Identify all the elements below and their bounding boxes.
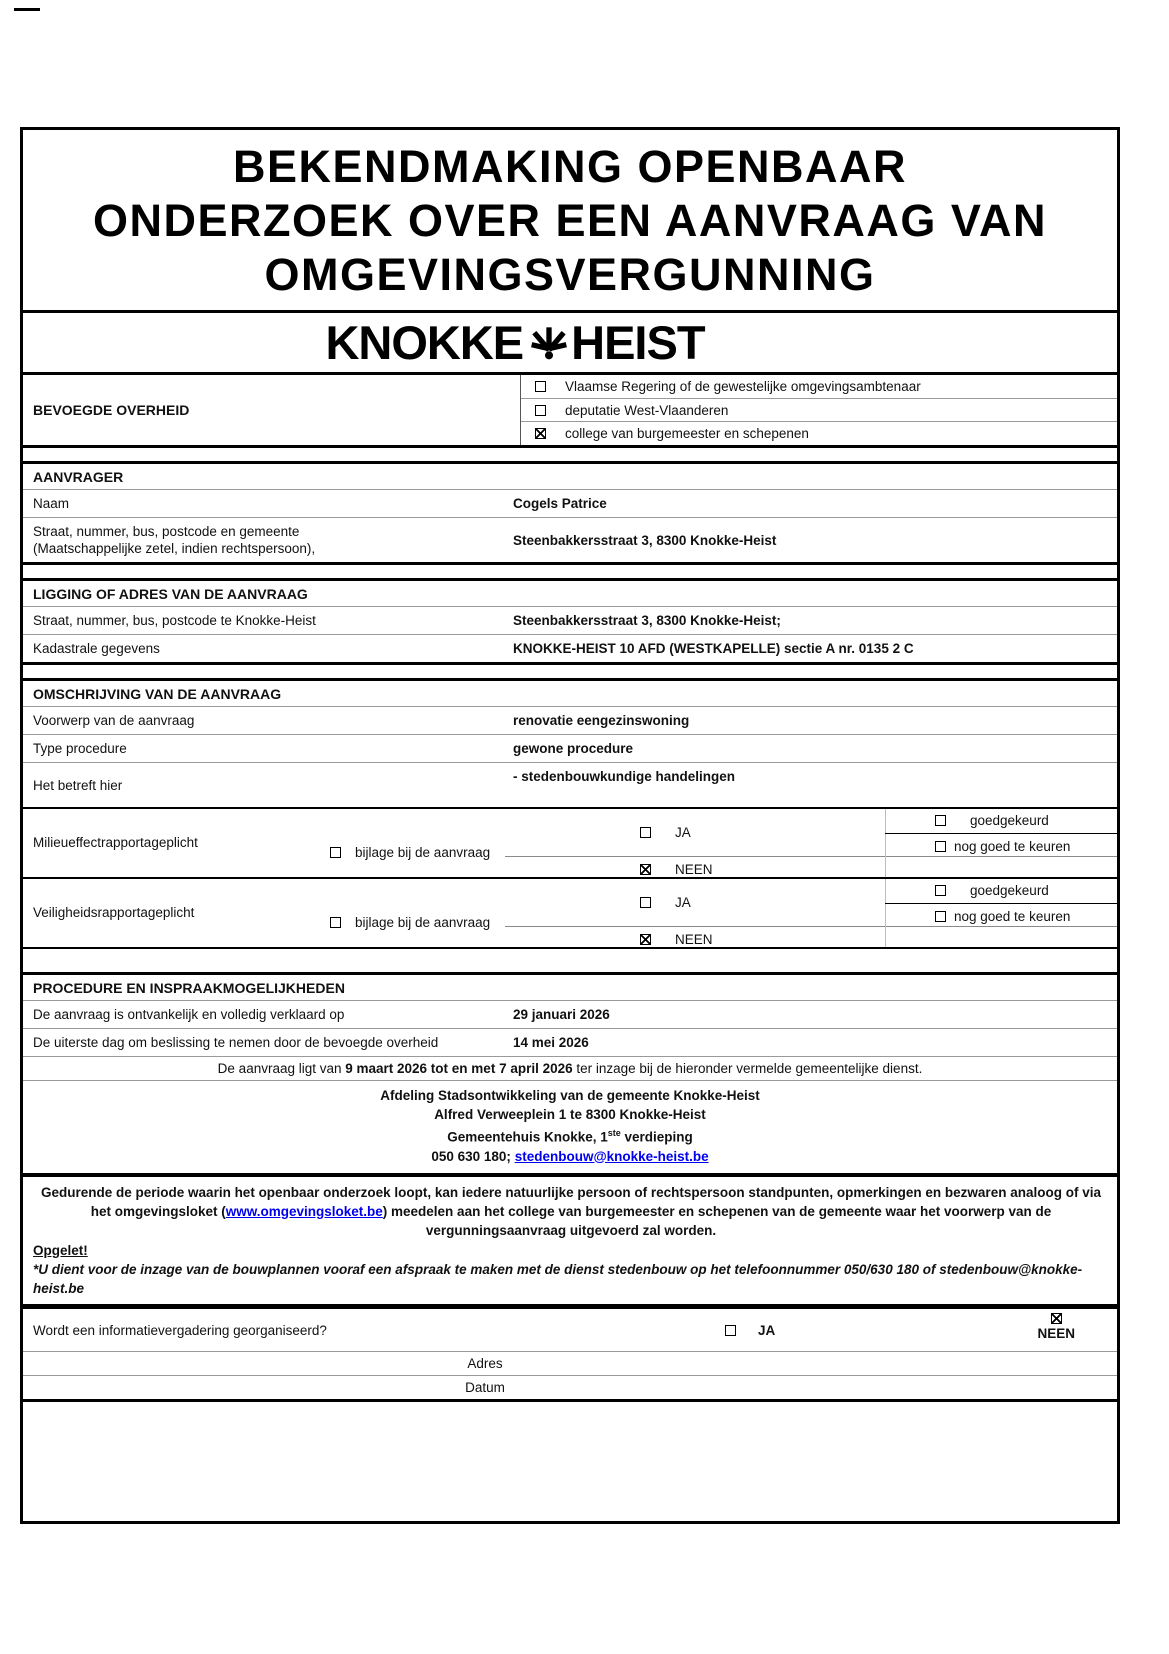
dienst-naam: Afdeling Stadsontwikkeling van de gemeente Knokke-Heist [380,1088,760,1103]
section-bezwaren [23,1177,1117,1309]
milieu-goedgekeurd [935,813,1049,828]
betreft-value: - stedenbouwkundige handelingen [513,769,736,784]
checkbox-veiligheid-noggoed[interactable] [935,911,946,922]
checkbox-milieu-ja[interactable] [640,827,651,838]
checkbox-milieu-neen[interactable] [640,864,651,875]
option-label: Vlaamse Regering of de gewestelijke omgevingsambtenaar [565,378,921,394]
veiligheid-nog-goed-te-keuren [935,909,1070,924]
section-bevoegde-overheid [23,375,1117,448]
ontvankelijk-label: De aanvraag is ontvankelijk en volledig verklaard op [33,1007,345,1022]
divider [505,856,1117,857]
option-college [521,422,1117,445]
veiligheid-ja-label: JA [675,895,691,910]
form-title-line-3: OMGEVINGSVERGUNNING [264,249,876,300]
inzage-prefix: De aanvraag ligt van [217,1061,346,1076]
dienst-contact [23,1147,1117,1166]
vergadering-ja [725,1323,775,1338]
milieu-nog-goed-te-keuren [935,839,1070,854]
section-header-omschrijving: OMSCHRIJVING VAN DE AANVRAAG [23,681,1117,707]
bezwaren-text-2: ) meedelen aan het college van burgemeester en schepenen van de gemeente waar het voorwerp van de vergunningsaanvraag uitgevoerd zal worden. [382,1203,1052,1238]
veiligheid-goedgekeurd-label: goedgekeurd [970,883,1049,898]
vergadering-neen [1037,1313,1075,1341]
milieu-neen-label: NEEN [675,862,713,877]
checkbox-veiligheid-bijlage[interactable] [330,917,341,928]
ligging-straat-label: Straat, nummer, bus, postcode te Knokke-Heist [33,613,316,628]
row-informatievergadering [23,1309,1117,1352]
veiligheid-goedgekeurd [935,883,1049,898]
row-inzage-periode [23,1057,1117,1081]
ligging-straat-value: Steenbakkersstraat 3, 8300 Knokke-Heist; [513,613,781,628]
veiligheid-neen [640,932,713,947]
logo-text-knokke: KNOKKE [325,316,524,369]
kadaster-value: KNOKKE-HEIST 10 AFD (WESTKAPELLE) sectie A nr. 0135 2 C [513,641,914,656]
form-title [23,130,1117,313]
empty-remarks-box [23,1399,1117,1521]
bezwaren-text-1: Gedurende de periode waarin het openbaar onderzoek loopt, kan iedere natuurlijke persoon of rechtspersoon standpunten, opmerkingen en bezwaren analoog of via het omgevingsloket ( [41,1184,1101,1219]
gemeentelijke-dienst-block [23,1081,1117,1177]
checkbox-veiligheid-goedgekeurd[interactable] [935,885,946,896]
vergadering-ja-label: JA [758,1322,776,1338]
milieu-label: Milieueffectrapportageplicht [33,835,198,850]
milieu-noggoed-label: nog goed te keuren [954,839,1071,854]
kadaster-label: Kadastrale gegevens [33,641,160,656]
bezwaren-paragraaf [33,1183,1109,1240]
option-vlaamse-regering [521,375,1117,399]
inzage-periode: 9 maart 2026 tot en met 7 april 2026 [345,1061,573,1076]
veiligheid-label: Veiligheidsrapportageplicht [33,905,195,920]
aanvrager-adres-label [23,518,513,562]
checkbox-veiligheid-neen[interactable] [640,934,651,945]
checkbox-vergadering-neen[interactable] [1051,1313,1062,1324]
sunburst-icon [529,322,569,367]
dienst-locatie-text: Gemeentehuis Knokke, 1 [447,1129,608,1145]
veiligheid-bijlage [330,915,490,930]
row-ligging-straat [23,607,1117,635]
logo-text-heist: HEIST [571,316,705,369]
divider [885,903,1117,904]
veiligheid-ja [640,895,691,910]
adres-label-line1: Straat, nummer, bus, postcode en gemeente [33,524,300,539]
type-procedure-label: Type procedure [33,741,127,756]
row-voorwerp [23,707,1117,735]
checkbox-deputatie[interactable] [535,405,546,416]
row-aanvrager-adres [23,518,1117,565]
veiligheid-bijlage-label: bijlage bij de aanvraag [355,915,491,930]
dienst-locatie-rest: verdieping [620,1129,693,1145]
checkbox-college[interactable] [535,428,546,439]
dienst-telefoon: 050 630 180; [431,1148,515,1164]
milieu-goedgekeurd-label: goedgekeurd [970,813,1049,828]
naam-value: Cogels Patrice [513,496,607,511]
divider [885,879,886,947]
bevoegde-overheid-options [520,375,1117,445]
row-milieueffectrapportageplicht [23,809,1117,879]
checkbox-milieu-bijlage[interactable] [330,847,341,858]
dienst-adres: Alfred Verweeplein 1 te 8300 Knokke-Heist [434,1107,706,1122]
bevoegde-overheid-label: BEVOEGDE OVERHEID [33,402,190,418]
section-header-procedure: PROCEDURE EN INSPRAAKMOGELIJKHEDEN [23,975,1117,1001]
section-separator [23,448,1117,464]
milieu-bijlage-label: bijlage bij de aanvraag [355,845,491,860]
scan-artifact [14,8,40,11]
row-vergadering-datum: Datum [465,1379,505,1395]
inzage-suffix: ter inzage bij de hieronder vermelde gemeentelijke dienst. [572,1061,923,1076]
divider [505,926,1117,927]
type-procedure-value: gewone procedure [513,741,634,756]
form-title-line-2: ONDERZOEK OVER EEN AANVRAAG VAN [92,195,1048,246]
opgelet-label: Opgelet! [33,1242,88,1258]
aanvrager-adres-value: Steenbakkersstraat 3, 8300 Knokke-Heist [513,532,777,548]
omgevingsloket-link[interactable]: www.omgevingsloket.be [225,1203,383,1219]
betreft-label: Het betreft hier [33,777,123,793]
row-kadastrale-gegevens [23,635,1117,665]
checkbox-vergadering-ja[interactable] [725,1325,736,1336]
row-veiligheidsrapportageplicht [23,879,1117,949]
naam-label: Naam [33,496,70,511]
divider [885,833,1117,834]
veiligheid-neen-label: NEEN [675,932,713,947]
checkbox-milieu-noggoed[interactable] [935,841,946,852]
dienst-locatie [23,1124,1117,1147]
row-het-betreft-hier [23,763,1117,809]
voorwerp-label: Voorwerp van de aanvraag [33,713,195,728]
dienst-email-link[interactable]: stedenbouw@knokke-heist.be [514,1148,709,1164]
voorwerp-value: renovatie eengezinswoning [513,713,690,728]
veiligheid-noggoed-label: nog goed te keuren [954,909,1071,924]
section-separator [23,665,1117,681]
vergadering-neen-label: NEEN [1037,1325,1075,1341]
form-title-line-1: BEKENDMAKING OPENBAAR [232,141,908,192]
divider [885,809,886,877]
afspraak-note: *U dient voor de inzage van de bouwplannen vooraf een afspraak te maken met de dienst stedenbouw op het telefoonnummer 050/630 180 of stedenbouw@knokke-heist.be [33,1261,1083,1296]
milieu-ja [640,825,691,840]
uiterste-dag-label: De uiterste dag om beslissing te nemen door de bevoegde overheid [33,1035,439,1050]
row-type-procedure [23,735,1117,763]
row-vergadering-adres: Adres [23,1352,1117,1376]
option-label: deputatie West-Vlaanderen [565,402,729,418]
option-label: college van burgemeester en schepenen [565,426,809,442]
checkbox-vlaamse-regering[interactable] [535,381,546,392]
section-separator [23,949,1117,975]
section-header-aanvrager: AANVRAGER [23,464,1117,490]
uiterste-dag-value: 14 mei 2026 [513,1035,589,1050]
row-uiterste-dag [23,1029,1117,1057]
checkbox-veiligheid-ja[interactable] [640,897,651,908]
adres-label-line2: (Maatschappelijke zetel, indien rechtspersoon), [33,541,316,556]
announcement-form [20,127,1120,1524]
option-deputatie [521,399,1117,423]
dienst-locatie-sup: ste [607,1128,621,1138]
milieu-bijlage [330,845,490,860]
ontvankelijk-value: 29 januari 2026 [513,1007,610,1022]
informatievergadering-label: Wordt een informatievergadering georganiseerd? [33,1322,327,1338]
checkbox-milieu-goedgekeurd[interactable] [935,815,946,826]
section-separator [23,565,1117,581]
municipality-logo [23,313,1117,375]
section-header-ligging: LIGGING OF ADRES VAN DE AANVRAAG [23,581,1117,607]
milieu-ja-label: JA [675,825,691,840]
row-ontvankelijk [23,1001,1117,1029]
milieu-neen [640,862,713,877]
row-naam [23,490,1117,518]
